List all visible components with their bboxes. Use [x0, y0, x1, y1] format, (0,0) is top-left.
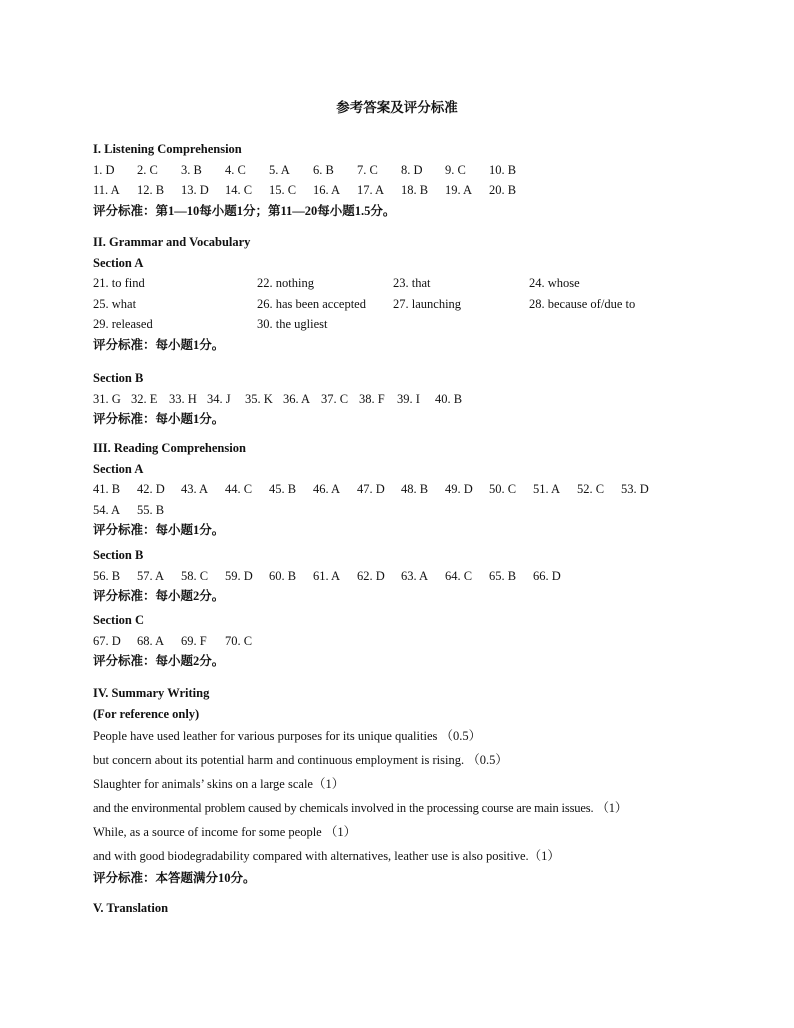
answer-item: 19. A	[445, 183, 473, 197]
reading-a-answers-row-1	[93, 479, 733, 500]
answer-item: 61. A	[313, 568, 341, 583]
answer-item: 53. D	[621, 482, 649, 496]
answer-item: 62. D	[357, 568, 385, 583]
section-a-label: Section A	[93, 255, 144, 270]
answer-item: 17. A	[357, 183, 385, 197]
answer-item: 45. B	[269, 482, 297, 496]
answer-item: 9. C	[445, 162, 466, 177]
section-c-label: Section C	[93, 613, 145, 627]
answer-item: 56. B	[93, 568, 121, 583]
listening-answers-row-1	[93, 160, 733, 181]
summary-line: Slaughter for animals’ skins on a large scale（1）	[93, 777, 345, 791]
answer-item: 35. K	[245, 391, 273, 406]
summary-line: and the environmental problem caused by chemicals involved in the processing course are main issues. （1）	[93, 801, 628, 815]
answer-item: 57. A	[137, 568, 165, 583]
answer-item: 29. released	[93, 317, 153, 331]
answer-item: 6. B	[313, 162, 334, 177]
answer-item: 12. B	[137, 183, 165, 197]
answer-item: 48. B	[401, 482, 429, 496]
summary-line: People have used leather for various purposes for its unique qualities （0.5）	[93, 729, 482, 743]
answer-item: 47. D	[357, 482, 385, 496]
grading-note: 评分标准：每小题1分。	[93, 523, 225, 537]
summary-line: and with good biodegradability compared with alternatives, leather use is also positive.（1）	[93, 849, 560, 863]
grading-note: 评分标准：每小题2分。	[93, 654, 225, 668]
section-b-label: Section B	[93, 371, 144, 385]
answer-item: 11. A	[93, 183, 120, 197]
answer-item: 5. A	[269, 162, 290, 177]
answer-item: 46. A	[313, 482, 341, 496]
section-b-label: Section B	[93, 548, 144, 562]
summary-heading: IV. Summary Writing	[93, 686, 210, 700]
answer-item: 69. F	[181, 633, 207, 648]
listening-heading: I. Listening Comprehension	[93, 142, 242, 156]
answer-item: 7. C	[357, 162, 378, 177]
grammar-section-b	[93, 368, 733, 430]
answer-item: 41. B	[93, 482, 121, 496]
answer-item: 13. D	[181, 183, 209, 197]
reading-a-answers-row-2	[93, 500, 733, 521]
answer-item: 8. D	[401, 162, 423, 177]
answer-item: 23. that	[393, 276, 431, 290]
translation-heading: V. Translation	[93, 901, 169, 915]
answer-item: 37. C	[321, 391, 349, 406]
answer-item: 42. D	[137, 482, 165, 496]
answer-item: 15. C	[269, 183, 297, 197]
answer-item: 49. D	[445, 482, 473, 496]
grading-note: 评分标准：每小题1分。	[93, 412, 225, 426]
reading-heading: III. Reading Comprehension	[93, 441, 246, 455]
page-title: 参考答案及评分标准	[336, 100, 458, 115]
answer-item: 30. the ugliest	[257, 317, 328, 331]
grading-note: 评分标准：第1—10每小题1分；第11—20每小题1.5分。	[93, 203, 396, 218]
answer-item: 63. A	[401, 568, 429, 583]
answer-item: 38. F	[359, 391, 385, 406]
answer-item: 20. B	[489, 183, 517, 197]
reading-section	[93, 438, 733, 541]
grading-note: 评分标准：每小题1分。	[93, 337, 225, 352]
answer-item: 10. B	[489, 162, 517, 177]
answer-item: 70. C	[225, 633, 253, 648]
answer-item: 59. D	[225, 568, 253, 583]
answer-item: 33. H	[169, 391, 197, 406]
summary-note: (For reference only)	[93, 706, 200, 721]
answer-item: 16. A	[313, 183, 341, 197]
summary-line: While, as a source of income for some people （1）	[93, 825, 357, 839]
summary-line: but concern about its potential harm and continuous employment is rising. （0.5）	[93, 753, 508, 767]
answer-item: 27. launching	[393, 296, 462, 311]
answer-item: 25. what	[93, 296, 137, 311]
answer-item: 65. B	[489, 568, 517, 583]
answer-item: 26. has been accepted	[257, 296, 366, 311]
answer-item: 43. A	[181, 482, 209, 496]
answer-item: 22. nothing	[257, 276, 314, 290]
answer-item: 18. B	[401, 183, 429, 197]
reading-b-answers-row	[93, 566, 733, 587]
answer-item: 36. A	[283, 391, 311, 406]
answer-item: 24. whose	[529, 276, 580, 290]
grammar-b-answers-row	[93, 389, 733, 410]
answer-item: 67. D	[93, 633, 121, 648]
grammar-answers-grid	[93, 273, 733, 335]
grammar-heading: II. Grammar and Vocabulary	[93, 235, 251, 249]
answer-item: 58. C	[181, 568, 209, 583]
answer-item: 44. C	[225, 482, 253, 496]
summary-section	[93, 683, 713, 889]
answer-item: 31. G	[93, 391, 121, 406]
answer-item: 2. C	[137, 162, 158, 177]
reading-section-c	[93, 610, 733, 672]
section-a-label: Section A	[93, 461, 144, 476]
answer-item: 50. C	[489, 482, 517, 496]
answer-item: 3. B	[181, 162, 202, 177]
answer-item: 68. A	[137, 633, 165, 648]
answer-item: 64. C	[445, 568, 473, 583]
reading-section-b	[93, 545, 733, 607]
grading-note: 评分标准：每小题2分。	[93, 589, 225, 603]
answer-item: 39. I	[397, 391, 420, 406]
answer-item: 14. C	[225, 183, 253, 197]
answer-item: 1. D	[93, 162, 115, 177]
listening-section	[93, 139, 733, 221]
answer-item: 21. to find	[93, 276, 145, 290]
answer-item: 32. E	[131, 391, 158, 406]
answer-item: 60. B	[269, 568, 297, 583]
answer-item: 40. B	[435, 391, 463, 406]
grammar-section	[93, 232, 733, 355]
answer-item: 34. J	[207, 391, 231, 406]
answer-item: 55. B	[137, 502, 165, 517]
answer-item: 4. C	[225, 162, 246, 177]
answer-item: 52. C	[577, 482, 605, 496]
answer-item: 54. A	[93, 502, 121, 517]
listening-answers-row-2	[93, 180, 733, 201]
answer-item: 66. D	[533, 568, 561, 583]
grading-note: 评分标准：本答题满分10分。	[93, 871, 256, 885]
translation-section	[93, 898, 733, 919]
reading-c-answers-row	[93, 631, 733, 652]
answer-item: 51. A	[533, 482, 561, 496]
answer-item: 28. because of/due to	[529, 296, 636, 311]
